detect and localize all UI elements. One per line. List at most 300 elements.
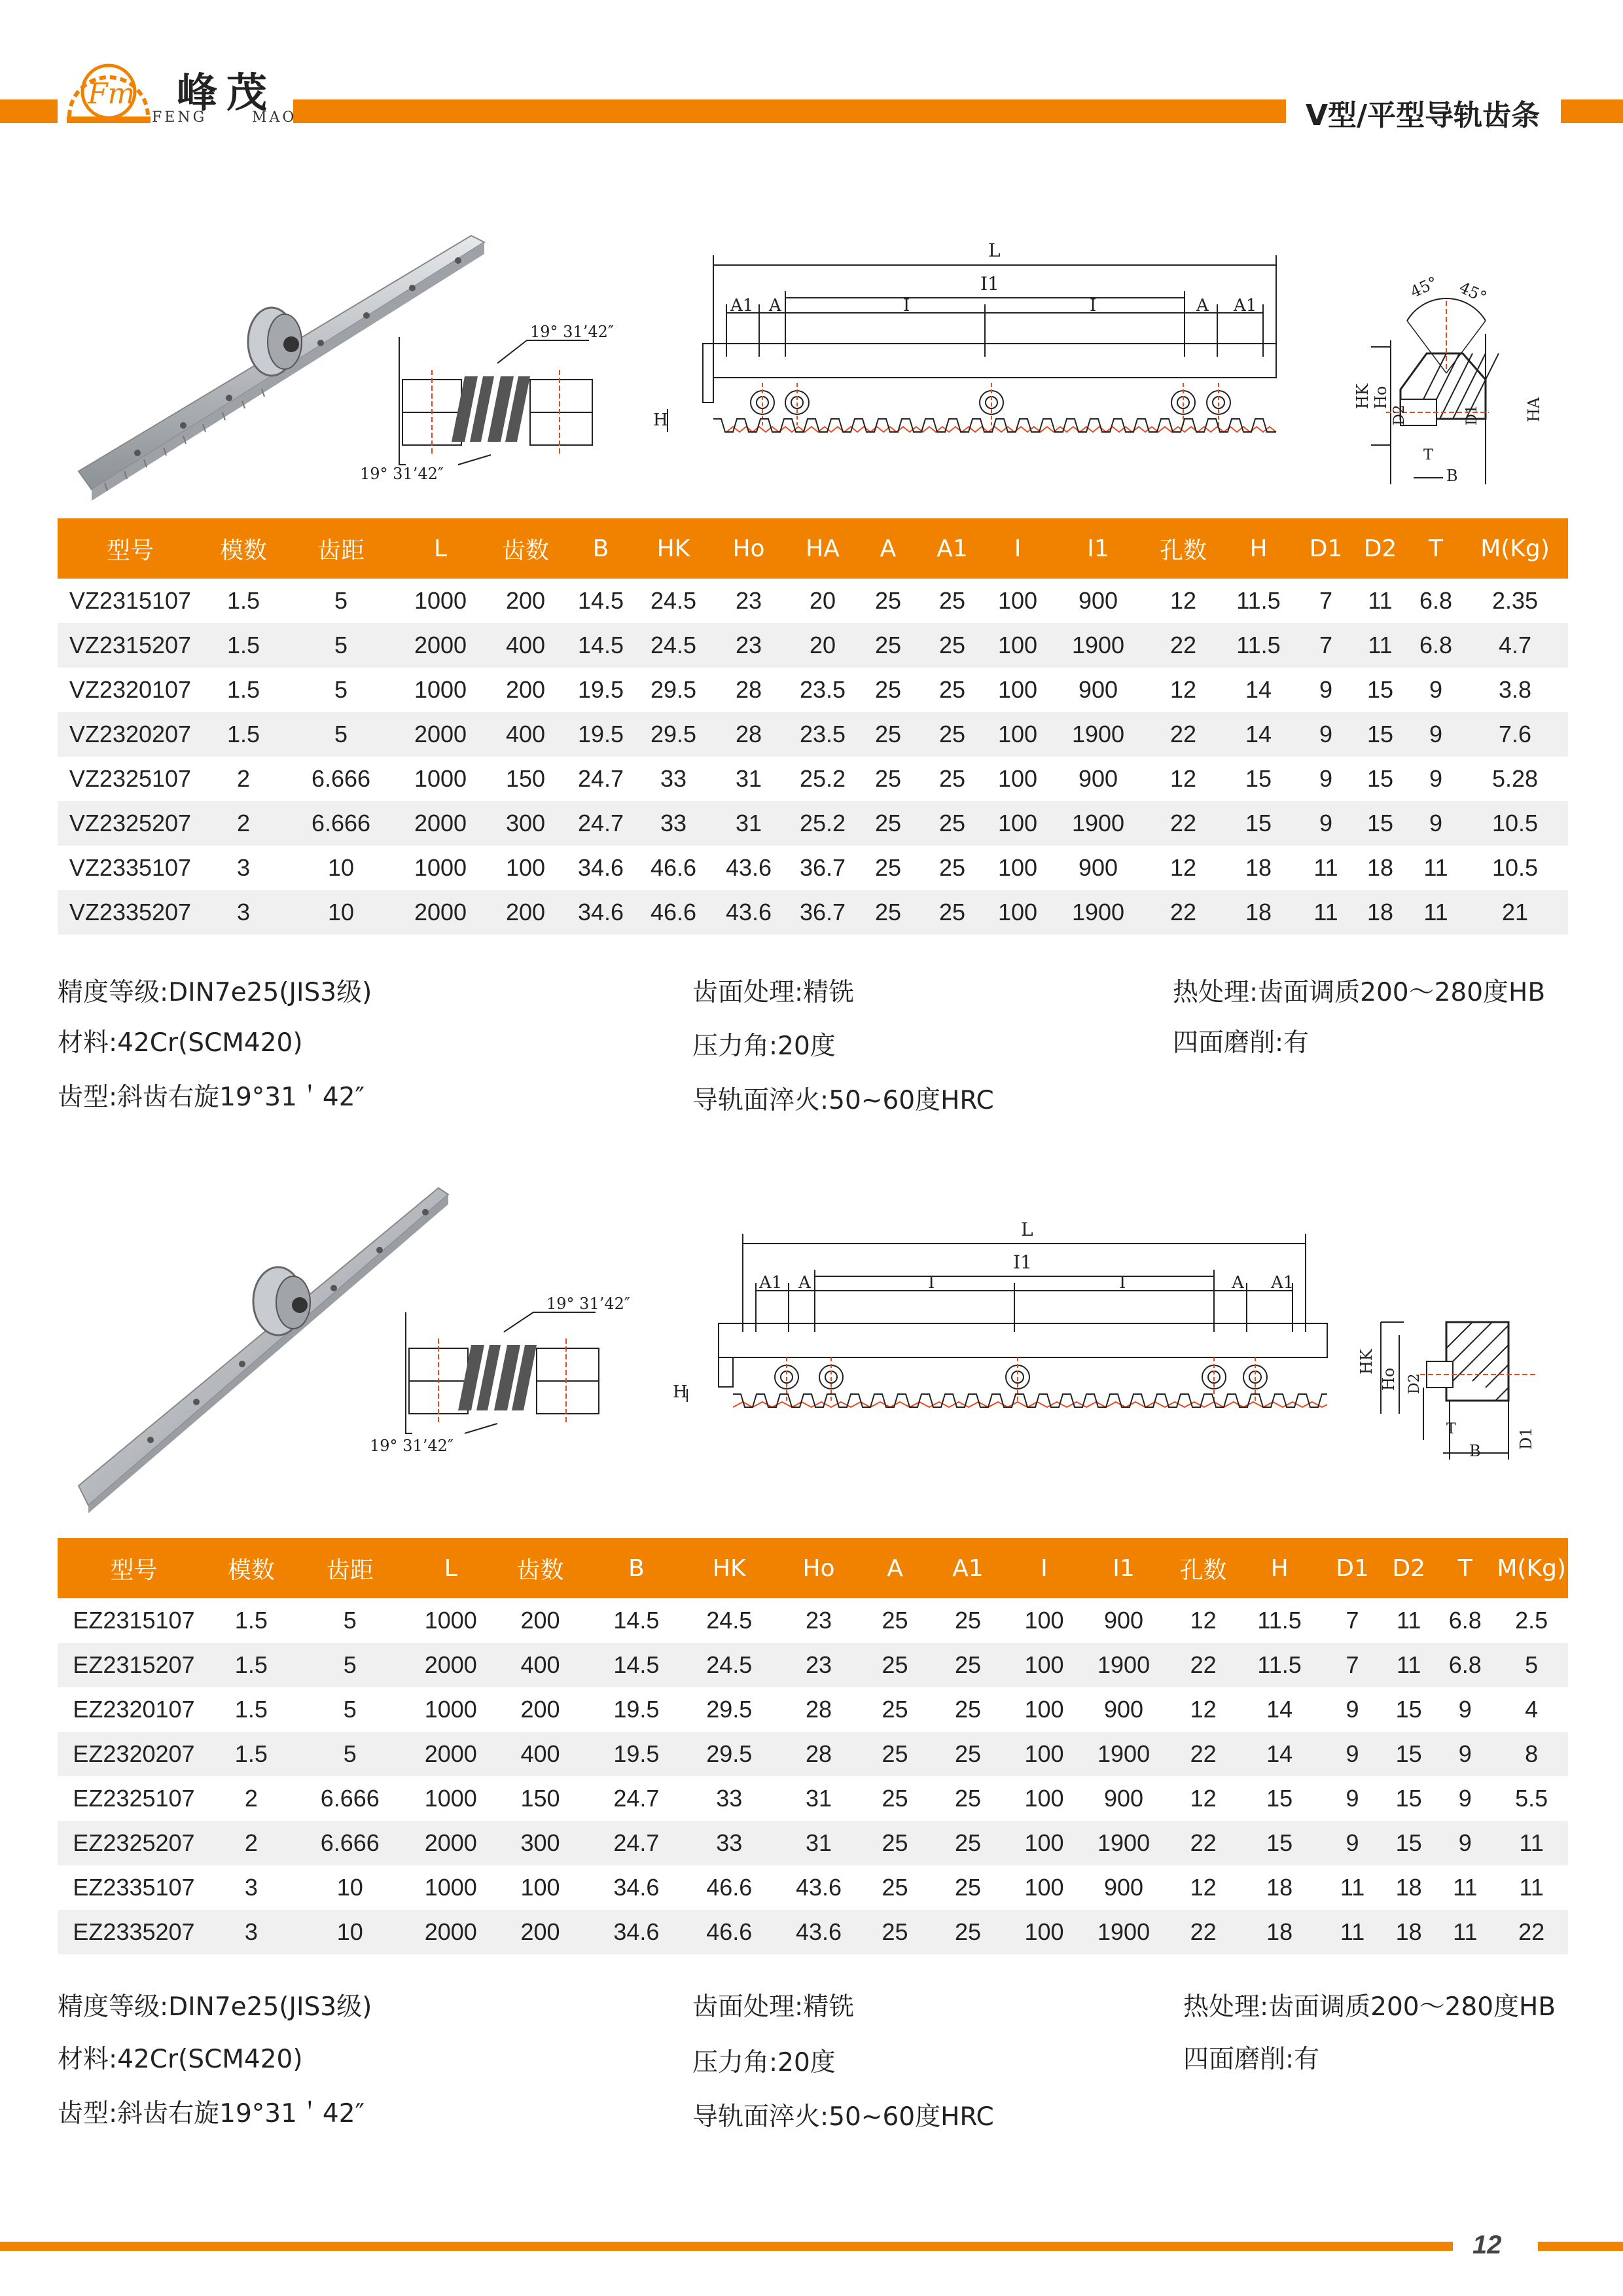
v-table-cell: 18 [1366, 854, 1394, 881]
v-table-cell: 4.7 [1462, 623, 1568, 668]
v-header-cell: 齿数 [483, 518, 568, 579]
v-table-cell: 14 [1245, 676, 1272, 703]
flat-table-cell: 2000 [408, 1910, 494, 1954]
flat-dim-L: L [1021, 1219, 1033, 1240]
flat-header-cell: I [1011, 1538, 1077, 1598]
v-table-cell: 1000 [414, 587, 467, 614]
v-table-cell: 9 [1319, 765, 1333, 792]
v-table-cell: 20 [809, 587, 836, 614]
v-header-cell: D1 [1301, 518, 1351, 579]
v-table-cell: 25 [874, 765, 902, 792]
v-table-cell: 25 [938, 854, 966, 881]
v-rack-section-drawing [1329, 262, 1590, 497]
flat-table-cell: 100 [1024, 1874, 1064, 1901]
v-table-cell: 1900 [1046, 890, 1150, 935]
v-table-cell: 23.5 [799, 676, 846, 703]
flat-table-cell: 25 [882, 1607, 908, 1634]
dim-A1-left: A1 [730, 296, 754, 315]
flat-table-cell: EZ2320207 [58, 1732, 210, 1776]
v-table-row [58, 623, 1568, 668]
v-rack-helix-diagram [360, 323, 614, 484]
flat-table-row [58, 1732, 1568, 1776]
v-table-cell: 25 [861, 712, 915, 757]
v-table-cell: 9 [1301, 801, 1351, 846]
v-table-cell: 1900 [1046, 623, 1150, 668]
flat-table-cell: 900 [1104, 1785, 1144, 1812]
flat-table-cell: 43.6 [772, 1910, 865, 1954]
v-table-cell: 43.6 [713, 890, 784, 935]
note-pressure-angle: 压力角:20度 [692, 1031, 836, 1061]
v-table-cell: 25 [915, 801, 990, 846]
flat-table-cell: 18 [1395, 1874, 1422, 1901]
v-table-cell: 2 [236, 765, 251, 792]
flat-helix-label-bottom: 19° 31’42″ [370, 1437, 454, 1455]
v-table-cell: 1900 [1046, 712, 1150, 757]
note2-material: 材料:42Cr(SCM420) [58, 2045, 303, 2074]
v-table-cell: 25.2 [784, 801, 861, 846]
v-table-cell: 12 [1169, 676, 1197, 703]
v-table-cell: 10.5 [1491, 854, 1539, 881]
v-table-cell: 23 [735, 587, 762, 614]
flat-table-cell: 31 [772, 1821, 865, 1865]
v-table-cell: 6.8 [1410, 623, 1462, 668]
flat-table-cell: 11.5 [1257, 1607, 1302, 1634]
v-table-cell: 100 [997, 676, 1038, 703]
v-table-cell: 900 [1078, 765, 1118, 792]
flat-table-row [58, 1687, 1568, 1732]
flat-table-cell: 11 [1519, 1874, 1544, 1901]
flat-header-cell: I1 [1077, 1538, 1170, 1598]
v-table-cell: 15 [1351, 801, 1410, 846]
flat-table-row [58, 1821, 1568, 1865]
v-table-cell: 18 [1351, 890, 1410, 935]
flat-table-cell: 200 [494, 1910, 587, 1954]
page-title: V型/平型导轨齿条 [1306, 99, 1541, 132]
v-table-cell: 100 [997, 587, 1038, 614]
flat-rack-helix-diagram [370, 1293, 630, 1456]
v-table-cell: 900 [1078, 587, 1118, 614]
flat-rack-spec-table [58, 1538, 1568, 1954]
note2-grinding: 四面磨削:有 [1183, 2045, 1320, 2074]
flat-table-cell: 9 [1458, 1785, 1472, 1812]
flat-table-cell: 2000 [408, 1732, 494, 1776]
flat-table-body [58, 1598, 1568, 1954]
flat-table-cell: 5.5 [1515, 1785, 1548, 1812]
v-table-cell: 10.5 [1462, 801, 1568, 846]
flat-table-cell: 12 [1190, 1696, 1217, 1723]
v-table-cell: 25 [938, 587, 966, 614]
flat-table-cell: 200 [520, 1696, 560, 1723]
v-table-cell: 2000 [398, 890, 483, 935]
v-table-cell: 1000 [414, 676, 467, 703]
flat-table-cell: 15 [1266, 1785, 1293, 1812]
v-table-cell: VZ2325207 [58, 801, 203, 846]
v-table-cell: 5 [334, 587, 348, 614]
flat-table-cell: 22 [1170, 1643, 1236, 1687]
flat-dim-A-right: A [1232, 1273, 1244, 1293]
flat-header-cell: HK [686, 1538, 772, 1598]
v-table-cell: VZ2335207 [58, 890, 203, 935]
v-table-row [58, 890, 1568, 935]
v-table-body [58, 579, 1568, 935]
flat-table-cell: 1.5 [210, 1643, 293, 1687]
flat-table-cell: 43.6 [796, 1874, 842, 1901]
v-table-cell: 12 [1169, 854, 1197, 881]
v-table-cell: 100 [990, 623, 1046, 668]
flat-table-cell: 6.666 [293, 1821, 408, 1865]
flat-table-row [58, 1776, 1568, 1821]
flat-table-cell: 15 [1382, 1821, 1435, 1865]
flat-table-cell: 15 [1382, 1732, 1435, 1776]
flat-table-cell: 900 [1104, 1874, 1144, 1901]
v-table-cell: 11 [1313, 854, 1338, 881]
v-header-cell: A1 [915, 518, 990, 579]
flat-table-cell: 14.5 [586, 1643, 686, 1687]
flat-table-cell: 1900 [1077, 1910, 1170, 1954]
v-table-cell: 25 [874, 854, 902, 881]
helix-angle-label-bottom: 19° 31’42″ [360, 465, 444, 483]
flat-table-cell: 31 [806, 1785, 832, 1812]
v-table-cell: 100 [997, 765, 1038, 792]
note2-quench: 导轨面淬火:50~60度HRC [692, 2102, 994, 2132]
flat-table-cell: 1.5 [234, 1607, 268, 1634]
v-table-cell: 28 [713, 712, 784, 757]
note-tooth-type: 齿型:斜齿右旋19°31＇42″ [58, 1083, 365, 1112]
v-table-cell: 25.2 [799, 765, 846, 792]
flat-table-cell: 150 [520, 1785, 560, 1812]
v-table-cell: 22 [1150, 890, 1216, 935]
flat-table-cell: 29.5 [686, 1732, 772, 1776]
flat-table-cell: 9 [1346, 1696, 1359, 1723]
v-table-cell: 2000 [398, 801, 483, 846]
v-table-cell: 300 [483, 801, 568, 846]
v-header-cell: B [568, 518, 633, 579]
v-table-cell: 22 [1150, 623, 1216, 668]
flat-table-cell: 100 [1011, 1910, 1077, 1954]
v-table-cell: 25 [861, 623, 915, 668]
flat-dim-D1: D1 [1517, 1427, 1535, 1450]
v-header-cell: 型号 [58, 518, 203, 579]
flat-table-cell: 100 [1011, 1643, 1077, 1687]
v-table-cell: 18 [1245, 854, 1272, 881]
v-table-cell: 25 [915, 890, 990, 935]
flat-table-cell: 28 [806, 1696, 832, 1723]
v-table-cell: 100 [997, 854, 1038, 881]
v-table-cell: VZ2320207 [58, 712, 203, 757]
dim-A-left: A [769, 296, 781, 315]
v-table-cell: 900 [1078, 676, 1118, 703]
brand-name-en-1: FENG [152, 109, 207, 126]
dim-L: L [988, 240, 1001, 261]
flat-dim-l1: I1 [1013, 1251, 1032, 1273]
v-header-cell: L [398, 518, 483, 579]
flat-table-cell: 19.5 [613, 1696, 660, 1723]
v-table-cell: 7 [1319, 587, 1333, 614]
v-header-cell: A [861, 518, 915, 579]
flat-table-cell: 200 [520, 1607, 560, 1634]
v-table-cell: 11.5 [1216, 623, 1301, 668]
v-header-cell: HK [633, 518, 713, 579]
v-table-cell: 5.28 [1491, 765, 1539, 792]
flat-table-cell: 24.5 [706, 1607, 753, 1634]
v-table-cell: 400 [483, 712, 568, 757]
v-table-cell: 25 [938, 676, 966, 703]
v-table-cell: 3.8 [1498, 676, 1532, 703]
v-table-cell: 24.5 [650, 587, 697, 614]
flat-helix-label-top: 19° 31’42″ [546, 1295, 630, 1313]
v-header-cell: D2 [1351, 518, 1410, 579]
svg-text:Fm: Fm [88, 77, 135, 111]
flat-table-cell: 15 [1236, 1821, 1323, 1865]
page-number: 12 [1472, 2231, 1502, 2259]
flat-table-cell: 9 [1346, 1785, 1359, 1812]
v-table-cell: 9 [1410, 801, 1462, 846]
note-quench: 导轨面淬火:50~60度HRC [692, 1086, 994, 1115]
flat-table-cell: 5 [293, 1643, 408, 1687]
v-table-cell: 5 [284, 623, 398, 668]
flat-table-cell: 22 [1170, 1732, 1236, 1776]
brand-logo-icon [63, 51, 154, 128]
v-table-cell: 18 [1216, 890, 1301, 935]
v-rack-spec-table [58, 518, 1568, 935]
flat-table-cell: 11 [1495, 1821, 1568, 1865]
flat-table-cell: 22 [1170, 1910, 1236, 1954]
v-table-cell: 9 [1429, 765, 1443, 792]
v-header-cell: T [1410, 518, 1462, 579]
v-table-row [58, 801, 1568, 846]
flat-dim-I-left: I [928, 1273, 935, 1293]
flat-table-cell: 2 [210, 1821, 293, 1865]
flat-header-cell: H [1236, 1538, 1323, 1598]
v-table-cell: 11 [1301, 890, 1351, 935]
flat-table-cell: 100 [1024, 1607, 1064, 1634]
dim-l1: I1 [980, 273, 999, 295]
dim-I-left: I [903, 296, 910, 315]
dim-HA: HA [1525, 397, 1543, 422]
flat-table-cell: 24.7 [613, 1785, 660, 1812]
flat-table-cell: 25 [865, 1732, 925, 1776]
flat-table-cell: 10 [293, 1910, 408, 1954]
v-rack-front-view-drawing [648, 236, 1302, 452]
flat-table-cell: 14 [1236, 1732, 1323, 1776]
flat-table-cell: 18 [1236, 1910, 1323, 1954]
v-table-cell: 11 [1410, 890, 1462, 935]
v-table-cell: 24.7 [568, 801, 633, 846]
v-table-cell: 25 [861, 890, 915, 935]
v-table-cell: 100 [990, 890, 1046, 935]
v-header-cell: H [1216, 518, 1301, 579]
flat-table-cell: 25 [865, 1821, 925, 1865]
v-table-cell: 100 [505, 854, 546, 881]
v-table-row [58, 579, 1568, 623]
v-table-cell: 10 [327, 854, 355, 881]
v-table-cell: 150 [505, 765, 546, 792]
dim-A-right: A [1196, 296, 1209, 315]
flat-table-cell: 11 [1435, 1910, 1495, 1954]
flat-table-cell: EZ2335107 [73, 1874, 195, 1901]
flat-table-cell: 25 [882, 1785, 908, 1812]
flat-table-cell: 8 [1495, 1732, 1568, 1776]
flat-table-cell: 2000 [408, 1643, 494, 1687]
flat-header-cell: D1 [1323, 1538, 1382, 1598]
flat-header-cell: A [865, 1538, 925, 1598]
flat-table-cell: 28 [772, 1732, 865, 1776]
v-table-cell: VZ2315107 [69, 587, 192, 614]
note-material: 材料:42Cr(SCM420) [58, 1028, 303, 1058]
flat-table-cell: EZ2320107 [73, 1696, 195, 1723]
v-table-cell: 25 [874, 587, 902, 614]
dim-D1: D1 [1464, 404, 1480, 425]
v-table-cell: 14 [1216, 712, 1301, 757]
flat-table-cell: 100 [1024, 1785, 1064, 1812]
v-table-cell: 900 [1078, 854, 1118, 881]
flat-dim-H: H [673, 1382, 688, 1402]
flat-table-cell: 100 [1011, 1732, 1077, 1776]
flat-table-cell: 14 [1266, 1696, 1293, 1723]
flat-table-cell: 1000 [424, 1607, 477, 1634]
v-table-row [58, 846, 1568, 890]
v-table-cell: 24.7 [577, 765, 624, 792]
v-table-cell: 14.5 [577, 587, 624, 614]
flat-table-cell: 100 [1024, 1696, 1064, 1723]
v-table-cell: 6.8 [1419, 587, 1453, 614]
v-table-cell: 25 [915, 623, 990, 668]
v-table-cell: 15 [1351, 712, 1410, 757]
flat-table-cell: 18 [1266, 1874, 1293, 1901]
flat-table-cell: 6.8 [1448, 1607, 1482, 1634]
v-table-cell: 21 [1462, 890, 1568, 935]
v-table-cell: 11 [1351, 623, 1410, 668]
flat-table-cell: 25 [865, 1910, 925, 1954]
flat-rack-section-drawing [1348, 1309, 1558, 1466]
flat-table-cell: 25 [925, 1643, 1011, 1687]
v-table-cell: 43.6 [725, 854, 772, 881]
v-table-cell: 33 [660, 765, 687, 792]
flat-table-cell: 22 [1495, 1910, 1568, 1954]
v-table-cell: 23.5 [784, 712, 861, 757]
angle-45-left: 45° [1407, 273, 1441, 302]
v-table-row [58, 668, 1568, 712]
flat-table-cell: 19.5 [586, 1732, 686, 1776]
flat-table-cell: 11 [1382, 1643, 1435, 1687]
v-table-cell: 1.5 [226, 676, 260, 703]
v-table-cell: VZ2335107 [69, 854, 192, 881]
flat-table-cell: 6.8 [1435, 1643, 1495, 1687]
flat-table-cell: 29.5 [706, 1696, 753, 1723]
v-table-cell: 1000 [414, 765, 467, 792]
v-table-cell: 11.5 [1236, 587, 1281, 614]
v-table-cell: 15 [1366, 765, 1394, 792]
v-table-cell: 1000 [414, 854, 467, 881]
flat-dim-A1-right: A1 [1271, 1273, 1294, 1293]
flat-table-cell: 400 [494, 1732, 587, 1776]
flat-table-cell: 14.5 [613, 1607, 660, 1634]
flat-header-cell: T [1435, 1538, 1495, 1598]
flat-header-cell: M(Kg) [1495, 1538, 1568, 1598]
v-table-cell: 36.7 [784, 890, 861, 935]
flat-table-row [58, 1643, 1568, 1687]
v-table-cell: VZ2320107 [69, 676, 192, 703]
flat-table-cell: 12 [1190, 1607, 1217, 1634]
flat-header-cell: 模数 [210, 1538, 293, 1598]
v-table-cell: 1.5 [203, 623, 284, 668]
v-table-cell: 400 [483, 623, 568, 668]
v-table-cell: 34.6 [577, 854, 624, 881]
flat-table-cell: 3 [210, 1910, 293, 1954]
flat-table-cell: 9 [1323, 1732, 1382, 1776]
v-table-header-row [58, 518, 1568, 579]
flat-dim-T: T [1446, 1421, 1456, 1437]
flat-table-cell: 25 [954, 1874, 981, 1901]
flat-table-header-row [58, 1538, 1568, 1598]
flat-table-cell: 9 [1435, 1732, 1495, 1776]
flat-table-cell: 33 [716, 1785, 743, 1812]
flat-table-cell: 23 [806, 1607, 832, 1634]
v-table-cell: 3 [203, 890, 284, 935]
flat-table-cell: 18 [1382, 1910, 1435, 1954]
flat-table-cell: 11 [1453, 1874, 1478, 1901]
v-table-cell: 2000 [398, 712, 483, 757]
flat-header-cell: Ho [772, 1538, 865, 1598]
flat-table-cell: 25 [954, 1785, 981, 1812]
flat-table-cell: 23 [772, 1643, 865, 1687]
v-table-cell: 25 [874, 676, 902, 703]
flat-table-cell: 25 [882, 1874, 908, 1901]
flat-table-cell: EZ2325107 [73, 1785, 195, 1812]
v-table-cell: 25 [861, 801, 915, 846]
v-table-cell: VZ2315207 [58, 623, 203, 668]
v-table-cell: 9 [1410, 712, 1462, 757]
flat-header-cell: 齿距 [293, 1538, 408, 1598]
v-table-cell: 9 [1319, 676, 1333, 703]
flat-table-row [58, 1598, 1568, 1643]
v-table-cell: 11 [1423, 854, 1448, 881]
flat-table-cell: 9 [1458, 1696, 1472, 1723]
v-table-cell: 12 [1169, 587, 1197, 614]
v-table-cell: 46.6 [633, 890, 713, 935]
flat-dim-A1-left: A1 [759, 1273, 783, 1293]
v-table-cell: 46.6 [650, 854, 697, 881]
flat-table-cell: 1000 [424, 1785, 477, 1812]
v-table-cell: 2.35 [1491, 587, 1539, 614]
brand-name-en-2: MAO [252, 109, 297, 126]
dim-A1-right: A1 [1234, 296, 1257, 315]
flat-table-cell: EZ2315107 [73, 1607, 195, 1634]
v-header-cell: M(Kg) [1462, 518, 1568, 579]
v-table-cell: 7 [1301, 623, 1351, 668]
v-table-cell: 22 [1150, 712, 1216, 757]
flat-table-cell: 2.5 [1515, 1607, 1548, 1634]
note2-heat: 热处理:齿面调质200～280度HB [1183, 1992, 1556, 2022]
v-table-cell: 22 [1150, 801, 1216, 846]
flat-table-cell: 9 [1323, 1821, 1382, 1865]
flat-table-cell: 25 [954, 1696, 981, 1723]
v-table-cell: 29.5 [650, 676, 697, 703]
v-table-cell: 3 [236, 854, 251, 881]
flat-table-cell: EZ2315207 [58, 1643, 210, 1687]
note2-precision: 精度等级:DIN7e25(JIS3级) [58, 1992, 372, 2022]
v-table-cell: 34.6 [568, 890, 633, 935]
note-precision: 精度等级:DIN7e25(JIS3级) [58, 978, 372, 1007]
flat-dim-I-right: I [1119, 1273, 1126, 1293]
note2-tooth-type: 齿型:斜齿右旋19°31＇42″ [58, 2099, 365, 2128]
flat-header-cell: L [408, 1538, 494, 1598]
flat-rack-front-view-drawing [661, 1217, 1335, 1433]
v-table-cell: 31 [735, 765, 762, 792]
flat-table-cell: 11 [1340, 1874, 1365, 1901]
note-grinding: 四面磨削:有 [1173, 1028, 1310, 1058]
note-surface: 齿面处理:精铣 [692, 978, 855, 1007]
